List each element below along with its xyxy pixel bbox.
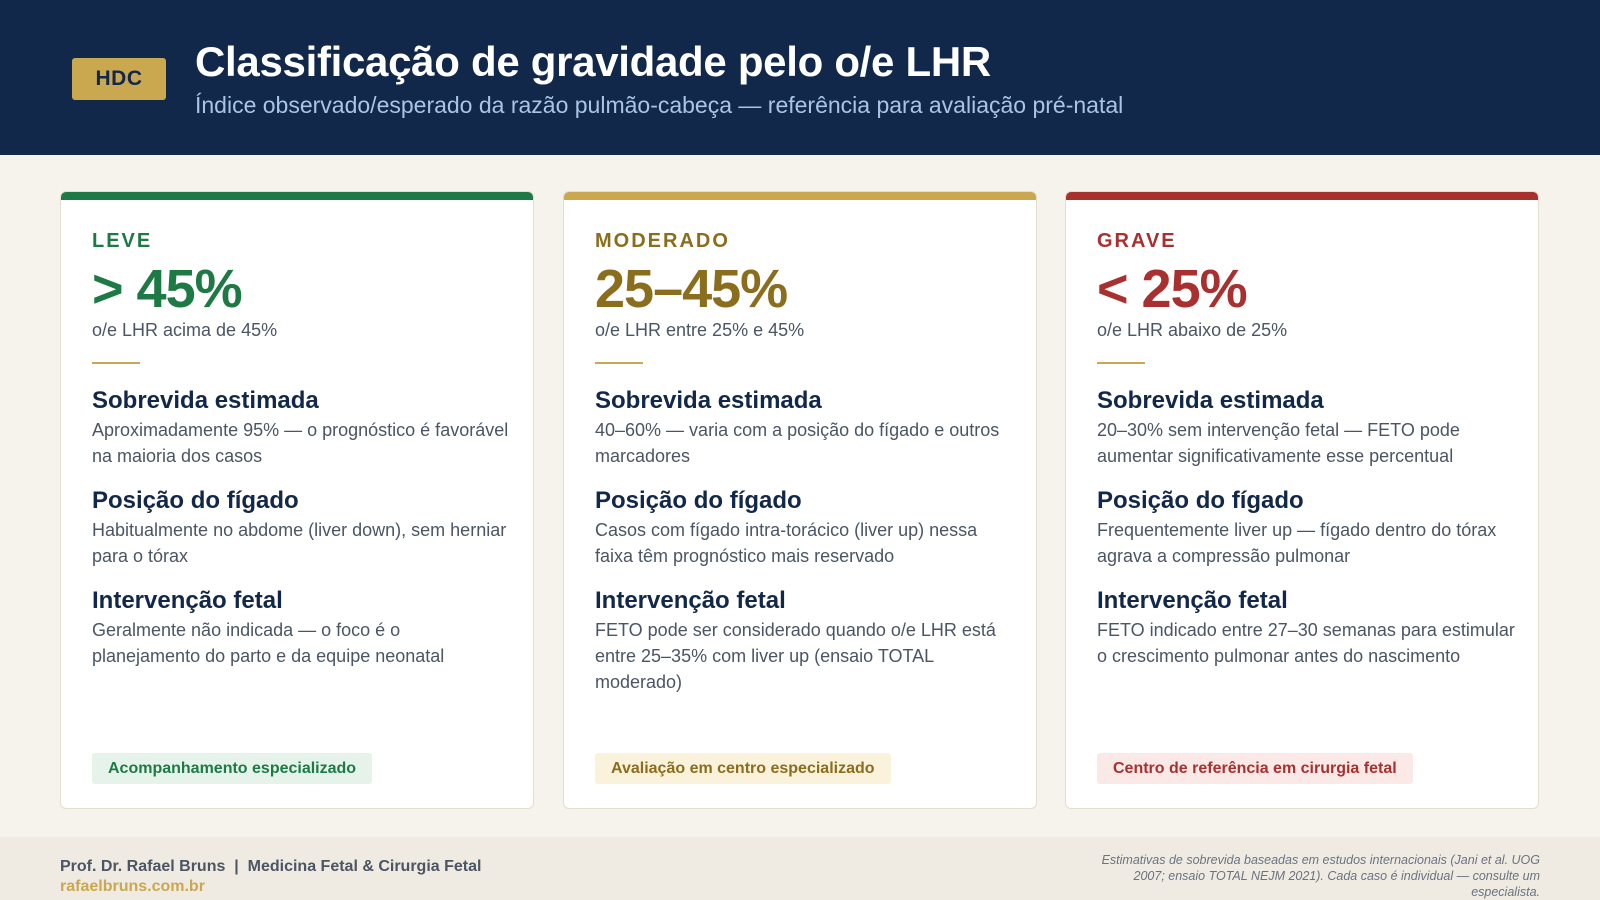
card-moderado-survival-text: 40–60% — varia com a posição do fígado e outros marcadores — [595, 420, 1000, 466]
card-leve-topbar — [61, 192, 533, 200]
card-moderado-range-desc: o/e LHR entre 25% e 45% — [595, 320, 805, 340]
card-leve-liver-title: Posição do fígado — [92, 487, 299, 514]
footer-site-link[interactable]: rafaelbruns.com.br — [60, 878, 205, 895]
hdc-badge: HDC — [72, 58, 166, 100]
footer-disclaimer: Estimativas de sobrevida baseadas em estudos internacionais (Jani et al. UOG 2007; ensaio TOTAL NEJM 2021). Cada caso é individual — consulte um especialista. — [1101, 853, 1540, 899]
card-moderado-recommendation-badge: Avaliação em centro especializado — [595, 753, 891, 784]
card-moderado-intervention-title: Intervenção fetal — [595, 587, 786, 614]
card-leve-recommendation-badge: Acompanhamento especializado — [92, 753, 372, 784]
card-moderado — [563, 191, 1037, 809]
card-moderado-liver-text: Casos com fígado intra-torácico (liver up) nessa faixa têm prognóstico mais reservado — [595, 520, 978, 566]
card-moderado-liver-title: Posição do fígado — [595, 487, 802, 514]
card-leve-level: LEVE — [92, 230, 153, 252]
card-leve-survival-text: Aproximadamente 95% — o prognóstico é favorável na maioria dos casos — [92, 420, 509, 466]
card-leve-liver-text: Habitualmente no abdome (liver down), sem herniar para o tórax — [92, 520, 507, 566]
card-grave-range: < 25% — [1097, 259, 1247, 319]
footer-author: Prof. Dr. Rafael Bruns | Medicina Fetal & Cirurgia Fetal — [60, 858, 482, 875]
card-grave-liver-title: Posição do fígado — [1097, 487, 1304, 514]
card-leve-range-desc: o/e LHR acima de 45% — [92, 320, 278, 340]
card-moderado-survival-title: Sobrevida estimada — [595, 387, 822, 414]
card-grave-survival-text: 20–30% sem intervenção fetal — FETO pode aumentar significativamente esse percentual — [1097, 420, 1460, 466]
card-grave-liver-text: Frequentemente liver up — fígado dentro do tórax agrava a compressão pulmonar — [1097, 520, 1497, 566]
card-leve-divider — [92, 362, 140, 364]
card-leve-intervention-title: Intervenção fetal — [92, 587, 283, 614]
card-moderado-range: 25–45% — [595, 259, 788, 319]
card-grave-intervention-title: Intervenção fetal — [1097, 587, 1288, 614]
card-leve-survival-title: Sobrevida estimada — [92, 387, 319, 414]
card-grave-divider — [1097, 362, 1145, 364]
card-grave-topbar — [1066, 192, 1538, 200]
page-title: Classificação de gravidade pelo o/e LHR — [195, 38, 991, 85]
card-leve-range: > 45% — [92, 259, 242, 319]
card-leve — [60, 191, 534, 809]
card-leve-intervention-text: Geralmente não indicada — o foco é o planejamento do parto e da equipe neonatal — [92, 620, 445, 666]
card-moderado-level: MODERADO — [595, 230, 730, 252]
card-grave-survival-title: Sobrevida estimada — [1097, 387, 1324, 414]
page-subtitle: Índice observado/esperado da razão pulmão-cabeça — referência para avaliação pré-natal — [195, 92, 1124, 118]
card-grave-recommendation-badge: Centro de referência em cirurgia fetal — [1097, 753, 1413, 784]
card-grave-range-desc: o/e LHR abaixo de 25% — [1097, 320, 1288, 340]
card-moderado-topbar — [564, 192, 1036, 200]
card-moderado-divider — [595, 362, 643, 364]
card-moderado-intervention-text: FETO pode ser considerado quando o/e LHR está entre 25–35% com liver up (ensaio TOTAL moderado) — [595, 620, 996, 692]
card-grave — [1065, 191, 1539, 809]
card-grave-level: GRAVE — [1097, 230, 1177, 252]
card-grave-intervention-text: FETO indicado entre 27–30 semanas para estimular o crescimento pulmonar antes do nascimento — [1097, 620, 1515, 666]
